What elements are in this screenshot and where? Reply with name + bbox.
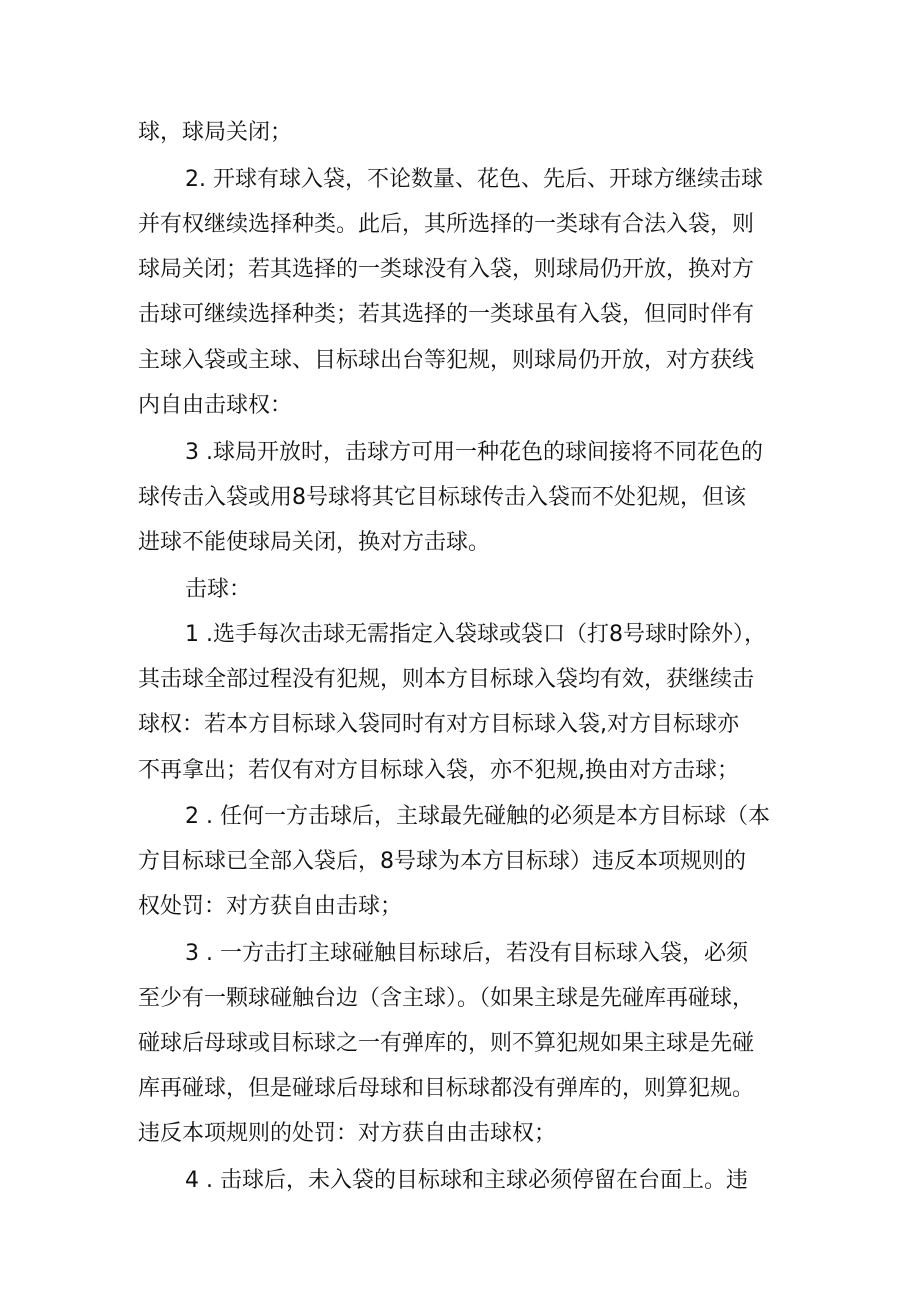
text-line: 球权：若本方目标球入袋同时有对方目标球入袋,对方目标球亦 xyxy=(138,712,739,737)
text-line: 违反本项规则的处罚：对方获自由击球权； xyxy=(138,1121,557,1146)
section-heading: 击球： xyxy=(185,577,252,602)
text-line: 碰球后母球或目标球之一有弹库的，则不算犯规如果主球是先碰 xyxy=(138,1031,755,1056)
text-line: 球局关闭；若其选择的一类球没有入袋，则球局仍开放，换对方 xyxy=(138,257,755,282)
text-line: 主球入袋或主球、目标球出台等犯规，则球局仍开放，对方获线 xyxy=(138,348,755,373)
text-line: 权处罚：对方获自由击球； xyxy=(138,894,403,919)
text-line: 击球可继续选择种类；若其选择的一类球虽有入袋，但同时伴有 xyxy=(138,302,755,327)
text-line: 进球不能使球局关闭，换对方击球。 xyxy=(138,530,491,555)
text-line: 并有权继续选择种类。此后，其所选择的一类球有合法入袋，则 xyxy=(138,212,755,237)
text-line: 4 . 击球后，未入袋的目标球和主球必须停留在台面上。违 xyxy=(185,1168,748,1193)
text-line: 1 .选手每次击球无需指定入袋球或袋口（打8号球时除外）， xyxy=(185,622,766,647)
text-line: 3 .球局开放时，击球方可用一种花色的球间接将不同花色的 xyxy=(185,440,763,465)
text-line: 库再碰球，但是碰球后母球和目标球都没有弹库的，则算犯规。 xyxy=(138,1076,755,1101)
text-line: 3 . 一方击打主球碰触目标球后，若没有目标球入袋，必须 xyxy=(185,941,748,966)
text-line: 不再拿出；若仅有对方目标球入袋，亦不犯规,换由对方击球； xyxy=(138,758,739,783)
text-line: 球，球局关闭； xyxy=(138,120,293,145)
text-line: 2 . 任何一方击球后，主球最先碰触的必须是本方目标球（本 xyxy=(185,804,770,829)
text-line: 其击球全部过程没有犯规，则本方目标球入袋均有效，获继续击 xyxy=(138,667,755,692)
text-line: 方目标球已全部入袋后，8号球为本方目标球）违反本项规则的 xyxy=(138,849,746,874)
text-line: 至少有一颗球碰触台边（含主球）。（如果主球是先碰库再碰球， xyxy=(138,986,755,1011)
text-line: 球传击入袋或用8号球将其它目标球传击入袋而不处犯规，但该 xyxy=(138,485,746,510)
text-line: 内自由击球权： xyxy=(138,393,293,418)
text-line: 2. 开球有球入袋，不论数量、花色、先后、开球方继续击球 xyxy=(185,167,763,192)
